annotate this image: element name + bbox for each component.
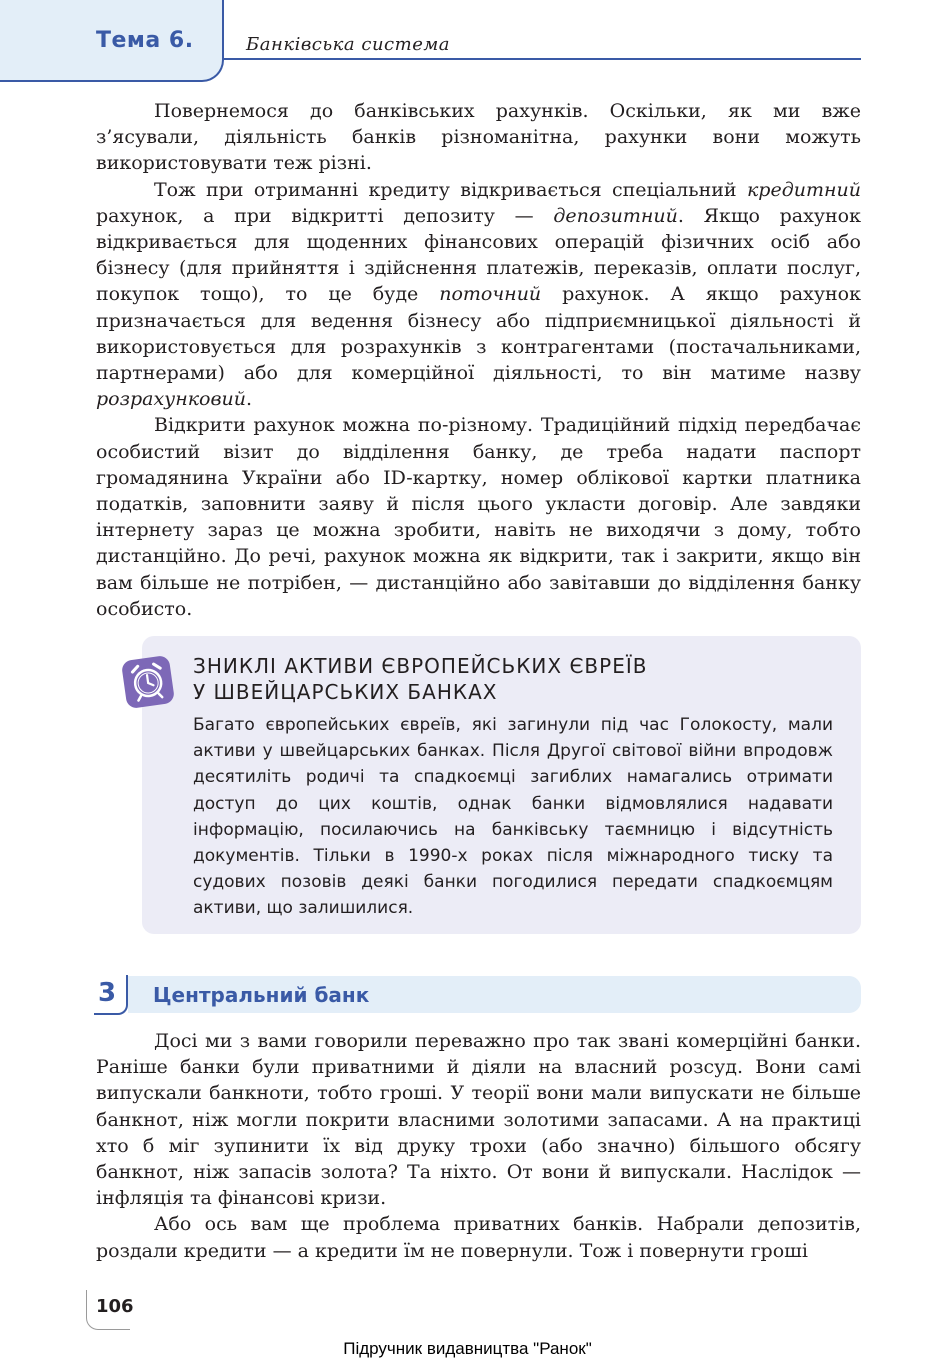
paragraph: Повернемося до банківських рахунків. Оскільки, як ми вже з’ясували, діяльність банків різноманітна, рахунки вони можуть використовувати теж різні. — [96, 100, 861, 175]
section-number: 3 — [98, 978, 117, 1008]
paragraph: Відкрити рахунок можна по-різному. Традиційний підхід передбачає особистий візит до відділення банку, де треба надати паспорт громадянина України або ID-картку, номер облікової картки платника податків, заповнити заяву й після цього укласти договір. Але завдяки інтернету зараз це можна зробити, навіть не виходячи з дому, тобто дистанційно. До речі, рахунок можна як відкрити, так і закрити, якщо він вам більше не потрібен, — дистанційно або завітавши до відділення банку особисто. — [96, 414, 861, 620]
alarm-clock-icon — [121, 655, 175, 709]
page-number: 106 — [96, 1296, 134, 1317]
info-box-text: Багато європейських євреїв, які загинули під час Голокосту, мали активи у швейцарських банках. Після Другої світової війни впродовж десятиліть родичі та спадкоємці загиблих намагались отримати доступ до цих коштів, однак банки відмовлялися надавати інформацію, посилаючись на банківську таємницю і відсутність документів. Тільки в 1990-х роках після міжнародного тиску та судових позовів деякі банки погодилися передати спадкоємцям активи, що залишилися. — [193, 715, 833, 919]
term-italic: депозитний — [553, 204, 678, 227]
theme-label: Тема 6. — [96, 28, 194, 53]
section-title: Центральний банк — [153, 983, 370, 1007]
header-rule — [224, 58, 861, 60]
body-text-1 — [96, 98, 861, 622]
paragraph: Тож при отриманні кредиту відкривається спеціальний кредитний рахунок, а при відкритті депозиту — депозитний. Якщо рахунок відкривається для щоденних фінансових операцій фізичних осіб або бізнесу (для прийняття і здійснення платежів, переказів, оплати послуг, покупок тощо), то це буде поточний рахунок. А якщо рахунок призначається для ведення бізнесу або підприємницької діяльності й використовується для розрахунків з контрагентами (постачальниками, партнерами) або для комерційної діяльності, то він матиме назву розрахунковий. — [96, 178, 861, 411]
term-italic: кредитний — [746, 178, 861, 201]
term-italic: розрахунковий — [96, 388, 247, 411]
paragraph: Досі ми з вами говорили переважно про так звані комерційні банки. Раніше банки були приватними й діяли на власний розсуд. Вони самі випускали банкноти, тобто гроші. У теорії вони мали випускати не більше банкнот, ніж могли покрити власними золотими запасами. А на практиці хто б міг зупинити їх від друку трохи (або значно) більшого обсягу банкнот, ніж запасів золота? Та ніхто. От вони й випускали. Наслідок — інфляція та фінансові кризи. — [96, 1030, 861, 1210]
running-header-title: Банківська система — [246, 34, 451, 55]
term-italic: поточний — [439, 283, 542, 306]
publisher-credit: Підручник видавництва "Ранок" — [343, 1339, 592, 1358]
paragraph: Або ось вам ще проблема приватних банків. Набрали депозитів, роздали кредити — а кредити їм не повернули. Тож і повернути гроші — [96, 1213, 861, 1262]
info-box-title: ЗНИКЛІ АКТИВИ ЄВРОПЕЙСЬКИХ ЄВРЕЇВ У ШВЕЙЦАРСЬКИХ БАНКАХ — [193, 654, 648, 704]
body-text-2 — [96, 1028, 861, 1264]
